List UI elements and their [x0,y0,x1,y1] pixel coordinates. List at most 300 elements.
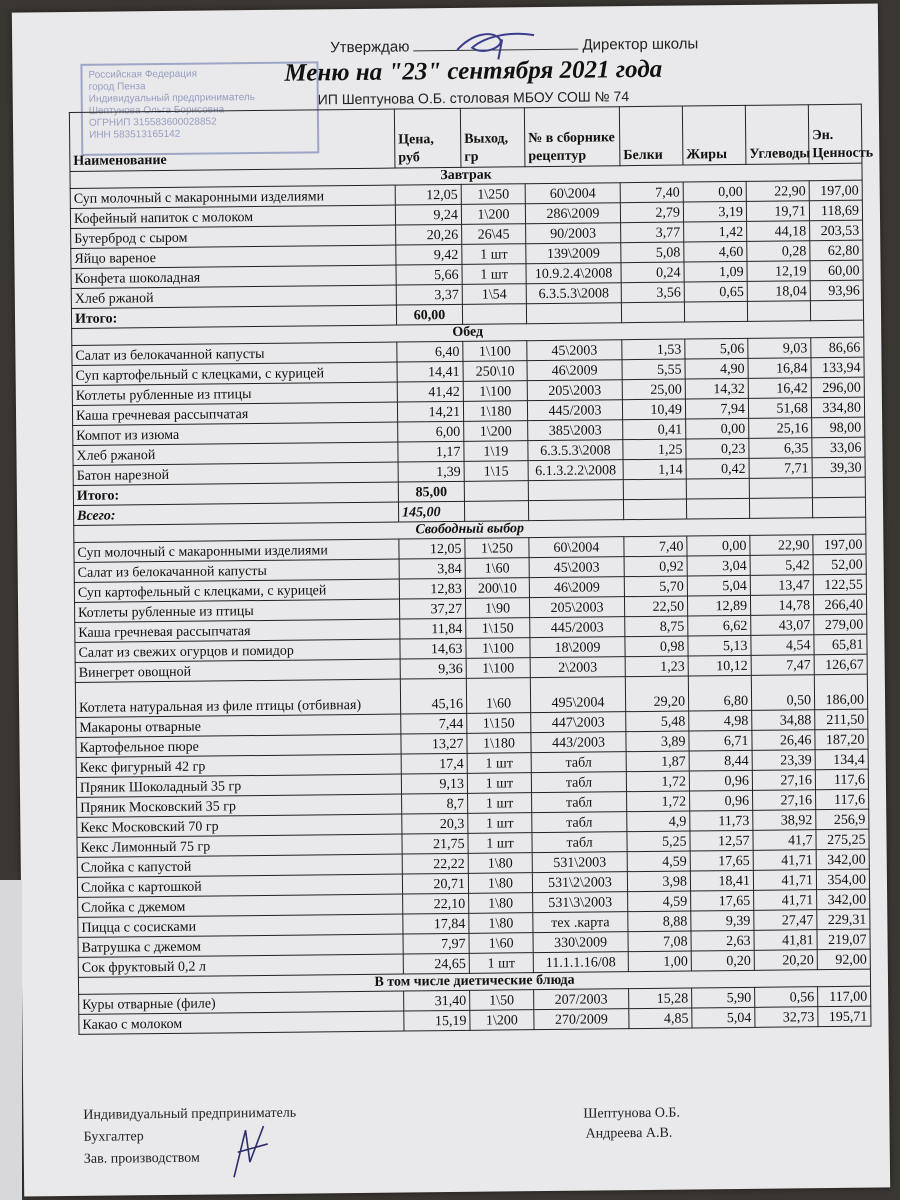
protein: 3,98 [627,871,690,892]
yield: 1\54 [462,284,526,305]
protein: 8,75 [625,616,688,637]
fat: 3,04 [687,555,750,576]
menu-sheet [12,3,890,1196]
protein: 1,23 [625,656,688,677]
fat: 14,32 [685,378,748,399]
energy: 126,67 [814,654,867,675]
section-title: Обед [72,320,864,345]
footer-signature [223,1122,274,1183]
stamp-line: Шептунова Ольга Борисовна [88,104,225,117]
recipe-no: 445/2003 [527,400,622,421]
fat: 1,09 [684,261,747,282]
protein: 1,14 [623,459,686,480]
yield: 1\180 [463,401,527,422]
price: 20,26 [396,224,462,245]
dish-name: Суп картофельный с клецками, с курицей [72,362,397,385]
fat: 0,65 [684,281,747,302]
protein: 7,40 [620,182,683,203]
price: 8,7 [402,793,468,814]
energy: 98,00 [812,417,865,438]
yield: 250\10 [463,361,527,382]
fat: 0,00 [686,418,749,439]
protein: 8,88 [628,911,691,932]
fat: 12,57 [690,830,753,851]
dish-name: Салат из свежих огурцов и помидор [75,639,400,662]
price: 12,05 [399,538,465,559]
carbs: 13,47 [750,575,813,596]
energy: 118,69 [809,200,862,221]
energy: 122,55 [813,574,866,595]
underlying-page [0,880,22,1200]
stamp-line: ОГРНИП 315583600028852 [88,116,217,129]
empty-cell [528,500,623,521]
protein: 3,89 [626,731,689,752]
col-protein: Белки [619,106,683,166]
energy: 279,00 [814,614,867,635]
price: 1,17 [398,441,464,462]
carbs: 23,39 [752,750,815,771]
dish-name: Кекс фигурный 42 гр [76,754,401,777]
menu-table [69,104,872,1035]
carbs: 41,71 [753,870,816,891]
recipe-no: табл [532,812,627,833]
footer-role-production: Зав. производством [83,1150,200,1167]
col-carbs: Углеводы [745,105,809,165]
energy: 187,20 [815,729,868,750]
dish-name: Котлета натуральная из филе птицы (отбивная) [75,679,400,717]
price: 1,39 [398,461,464,482]
yield: 1\250 [461,184,525,205]
recipe-no: 6.1.3.2.2\2008 [528,460,623,481]
carbs: 41,7 [753,830,816,851]
yield: 1\80 [469,913,533,934]
energy: 117,6 [816,789,869,810]
dish-name: Суп картофельный с клецками, с курицей [74,579,399,602]
protein: 15,28 [629,988,692,1009]
recipe-no: 445/2003 [530,617,625,638]
energy: 203,53 [810,220,863,241]
price: 5,66 [396,264,462,285]
recipe-no: 18\2009 [530,637,625,658]
recipe-no: 207/2003 [534,989,629,1010]
fat: 5,04 [687,575,750,596]
recipe-no: 531\2\2003 [532,872,627,893]
yield: 1\150 [466,618,530,639]
recipe-no: 45\2003 [527,340,622,361]
recipe-no: табл [531,752,626,773]
page-title: Меню на "23" сентября 2021 года [284,55,663,87]
carbs: 0,50 [751,675,814,711]
protein: 7,08 [628,931,691,952]
energy: 134,4 [815,749,868,770]
empty-cell [464,501,528,522]
yield: 1\150 [467,713,531,734]
protein: 1,53 [622,339,685,360]
recipe-no: 60\2004 [525,183,620,204]
carbs: 7,71 [749,458,812,479]
protein: 29,20 [625,676,688,712]
fat: 11,73 [690,810,753,831]
dish-name: Слойка с капустой [77,854,402,877]
recipe-no: 495\2004 [530,677,625,713]
carbs: 19,71 [746,201,809,222]
dish-name: Хлеб ржаной [71,285,396,308]
protein: 4,9 [627,811,690,832]
fat: 17,65 [691,890,754,911]
footer-role-accountant: Бухгалтер [83,1129,144,1145]
protein: 1,00 [628,951,691,972]
energy: 296,00 [811,377,864,398]
recipe-no: 531\2003 [532,852,627,873]
carbs: 41,71 [754,890,817,911]
total-value: 85,00 [398,481,464,502]
yield: 1 шт [462,264,526,285]
carbs: 41,71 [753,850,816,871]
recipe-no: 447\2003 [531,712,626,733]
price: 14,41 [397,361,463,382]
footer-name-accountant: Андреева А.В. [585,1125,673,1142]
col-price: Цена, руб [394,108,461,168]
fat: 0,96 [689,770,752,791]
energy: 86,66 [811,337,864,358]
energy: 334,80 [811,397,864,418]
fat: 5,06 [685,338,748,359]
price: 14,63 [400,638,466,659]
energy: 275,25 [816,829,869,850]
energy: 342,00 [817,889,870,910]
col-energy: Эн. Ценность [808,104,862,164]
carbs: 0,56 [755,987,818,1008]
protein: 25,00 [622,379,685,400]
energy: 195,71 [818,1006,871,1027]
total-label: Итого: [71,305,396,328]
protein: 5,70 [624,576,687,597]
price: 9,13 [401,773,467,794]
price: 31,40 [404,990,470,1011]
protein: 1,25 [623,439,686,460]
price: 20,71 [402,873,468,894]
yield: 1\80 [469,893,533,914]
protein: 4,59 [627,851,690,872]
dish-name: Пицца с сосисками [78,914,403,937]
energy: 65,81 [814,634,867,655]
section-title: Свободный выбор [74,517,866,542]
carbs: 43,07 [751,615,814,636]
yield: 1\100 [463,381,527,402]
yield: 1\80 [468,853,532,874]
recipe-no: 330\2009 [533,932,628,953]
price: 9,42 [396,244,462,265]
yield: 1\200 [470,1010,534,1031]
price: 13,27 [401,733,467,754]
energy: 92,00 [817,949,870,970]
protein: 7,40 [624,536,687,557]
stamp-line: Индивидуальный предприниматель [88,92,256,105]
price: 24,65 [403,953,469,974]
dish-name: Кофейный напиток с молоком [70,205,395,228]
protein: 4,59 [628,891,691,912]
energy: 186,00 [814,674,867,710]
price: 45,16 [400,678,466,714]
carbs: 18,04 [747,281,810,302]
carbs: 44,18 [747,221,810,242]
yield: 1\100 [466,658,530,679]
energy: 60,00 [810,260,863,281]
fat: 5,13 [688,635,751,656]
dish-name: Кекс Лимонный 75 гр [77,834,402,857]
carbs: 27,47 [754,910,817,931]
carbs: 16,84 [748,358,811,379]
yield: 1\100 [463,341,527,362]
empty-cell [747,301,810,322]
fat: 7,94 [685,398,748,419]
menu-body [70,163,871,1034]
empty-cell [810,300,863,321]
dish-name: Макароны отварные [76,714,401,737]
dish-name: Батон нарезной [73,462,398,485]
empty-cell [464,481,528,502]
section-title: В том числе диетические блюда [78,969,870,994]
fat: 18,41 [690,870,753,891]
dish-name: Суп молочный с макаронными изделиями [70,185,395,208]
carbs: 5,42 [750,555,813,576]
dish-name: Пряник Шоколадный 35 гр [76,774,401,797]
empty-cell [812,477,865,498]
yield: 1\50 [470,990,534,1011]
dish-name: Кекс Московский 70 гр [77,814,402,837]
protein: 0,24 [621,262,684,283]
carbs: 20,20 [754,950,817,971]
carbs: 41,81 [754,930,817,951]
energy: 229,31 [817,909,870,930]
energy: 219,07 [817,929,870,950]
empty-cell [686,478,749,499]
footer-role-ip: Индивидуальный предприниматель [83,1105,297,1123]
price: 6,40 [397,341,463,362]
empty-cell [812,497,865,518]
recipe-no: 6.3.5.3\2008 [528,440,623,461]
dish-name: Какао с молоком [79,1011,404,1034]
dish-name: Котлеты рубленные из птицы [72,382,397,405]
recipe-no: 6.3.5.3\2008 [526,283,621,304]
fat: 4,98 [689,710,752,731]
dish-name: Салат из белокачанной капусты [72,342,397,365]
total-value: 60,00 [396,304,462,325]
protein: 4,85 [629,1008,692,1029]
fat: 5,90 [692,987,755,1008]
yield: 1 шт [467,753,531,774]
energy: 39,30 [812,457,865,478]
carbs: 7,47 [751,655,814,676]
fat: 5,04 [692,1007,755,1028]
price: 17,4 [401,753,467,774]
dish-name: Суп молочный с макаронными изделиями [74,539,399,562]
yield: 26\45 [462,224,526,245]
recipe-no: 139\2009 [526,243,621,264]
protein: 0,92 [624,556,687,577]
empty-cell [623,479,686,500]
yield: 1\200 [461,204,525,225]
carbs: 25,16 [749,418,812,439]
protein: 3,56 [621,282,684,303]
protein: 0,98 [625,636,688,657]
fat: 0,23 [686,438,749,459]
stamp-line: ИНН 583513165142 [89,128,181,141]
fat: 12,89 [687,595,750,616]
dish-name: Яйцо вареное [71,245,396,268]
carbs: 22,90 [746,181,809,202]
yield: 1\250 [465,538,529,559]
footer-name-ip: Шептунова О.Б. [583,1105,681,1122]
yield: 200\10 [465,578,529,599]
fat: 10,12 [688,655,751,676]
energy: 52,00 [813,554,866,575]
price: 22,10 [403,893,469,914]
yield: 1\19 [464,441,528,462]
empty-cell [749,498,812,519]
protein: 3,77 [621,222,684,243]
price: 14,21 [397,401,463,422]
stamp-line: город Пенза [88,81,146,93]
dish-name: Каша гречневая рассыпчатая [72,402,397,425]
header-row [69,104,862,171]
yield: 1\100 [466,638,530,659]
carbs: 26,46 [752,730,815,751]
price: 6,00 [398,421,464,442]
energy: 197,00 [813,534,866,555]
yield: 1 шт [469,953,533,974]
carbs: 16,42 [748,378,811,399]
carbs: 22,90 [750,535,813,556]
energy: 117,6 [815,769,868,790]
yield: 1\180 [467,733,531,754]
carbs: 38,92 [753,810,816,831]
recipe-no: 385\2003 [528,420,623,441]
yield: 1 шт [468,813,532,834]
protein: 5,25 [627,831,690,852]
section-title: Завтрак [70,163,862,188]
fat: 4,60 [684,241,747,262]
dish-name: Бутерброд с сыром [71,225,396,248]
dish-name: Ватрушка с джемом [78,934,403,957]
yield: 1\15 [464,461,528,482]
empty-cell [462,304,526,325]
col-yield: Выход, гр [460,108,525,168]
page-subtitle: ИП Шептунова О.Б. столовая МБОУ СОШ № 74 [317,88,630,108]
fat: 6,71 [689,730,752,751]
energy: 197,00 [809,180,862,201]
fat: 9,39 [691,910,754,931]
carbs: 9,03 [748,338,811,359]
recipe-no: 46\2009 [529,577,624,598]
stamp-line: Российская Федерация [88,68,198,81]
price: 7,44 [401,713,467,734]
col-recipe: № в сборнике рецептур [524,107,620,167]
protein: 5,08 [621,242,684,263]
dish-name: Пряник Московский 35 гр [77,794,402,817]
fat: 0,96 [690,790,753,811]
yield: 1\90 [465,598,529,619]
recipe-no: 286\2009 [525,203,620,224]
protein: 1,72 [626,771,689,792]
dish-name: Конфета шоколадная [71,265,396,288]
protein: 22,50 [624,596,687,617]
energy: 266,40 [813,594,866,615]
carbs: 27,16 [753,790,816,811]
empty-cell [526,303,621,324]
carbs: 12,19 [747,261,810,282]
carbs: 32,73 [755,1007,818,1028]
recipe-no: табл [532,832,627,853]
director-label: Директор школы [582,35,699,54]
fat: 2,63 [691,930,754,951]
energy: 33,06 [812,437,865,458]
dish-name: Каша гречневая рассыпчатая [75,619,400,642]
protein: 1,72 [627,791,690,812]
recipe-no: 205\2003 [529,597,624,618]
recipe-no: 443/2003 [531,732,626,753]
recipe-no: 45\2003 [529,557,624,578]
recipe-no: табл [532,792,627,813]
protein: 2,79 [620,202,683,223]
recipe-no: 10.9.2.4\2008 [526,263,621,284]
price: 3,37 [396,284,462,305]
recipe-no: 90/2003 [526,223,621,244]
dish-name: Картофельное пюре [76,734,401,757]
total-label: Итого: [73,482,398,505]
protein: 5,48 [626,711,689,732]
price: 12,05 [395,184,461,205]
fat: 6,62 [688,615,751,636]
dish-name: Котлеты рубленные из птицы [75,599,400,622]
recipe-no: 2\2003 [530,657,625,678]
dish-name: Слойка с картошкой [77,874,402,897]
protein: 10,49 [622,399,685,420]
yield: 1\60 [469,933,533,954]
price: 37,27 [399,598,465,619]
energy: 354,00 [816,869,869,890]
fat: 0,20 [691,950,754,971]
yield: 1\60 [466,678,530,714]
fat: 1,42 [684,221,747,242]
dish-name: Салат из белокачанной капусты [74,559,399,582]
dish-name: Сок фруктовый 0,2 л [78,954,403,977]
recipe-no: тех .карта [533,912,628,933]
recipe-no: 270/2009 [534,1009,629,1030]
yield: 1\80 [468,873,532,894]
protein: 0,41 [623,419,686,440]
energy: 117,00 [818,986,871,1007]
recipe-no: 11.1.1.16/08 [533,952,628,973]
price: 41,42 [397,381,463,402]
dish-name: Винегрет овощной [75,659,400,682]
dish-name: Компот из изюма [73,422,398,445]
recipe-no: 60\2004 [529,537,624,558]
energy: 93,96 [810,280,863,301]
price: 11,84 [400,618,466,639]
empty-cell [621,302,684,323]
price: 12,83 [399,578,465,599]
protein: 5,55 [622,359,685,380]
price: 15,19 [404,1010,470,1031]
price: 20,3 [402,813,468,834]
carbs: 34,88 [752,710,815,731]
fat: 17,65 [690,850,753,871]
empty-cell [623,499,686,520]
carbs: 27,16 [752,770,815,791]
carbs: 51,68 [748,398,811,419]
fat: 3,19 [683,201,746,222]
